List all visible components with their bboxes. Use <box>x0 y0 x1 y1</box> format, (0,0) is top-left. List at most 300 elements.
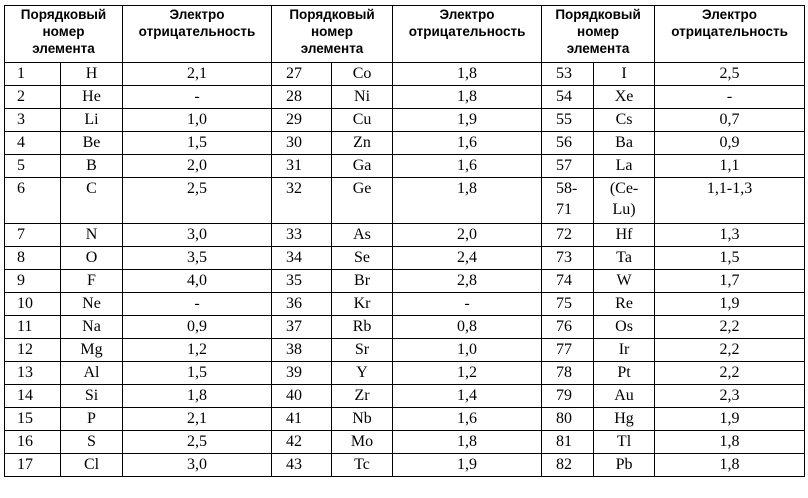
electronegativity-cell-text: 2,2 <box>719 364 740 381</box>
symbol-cell-text: Cu <box>352 111 372 128</box>
ordinal-cell-text: 42 <box>286 433 303 450</box>
electronegativity-cell-text: 2,1 <box>187 410 208 427</box>
ordinal-cell-text: 7 <box>17 226 25 243</box>
symbol-cell-text: Ge <box>352 180 372 197</box>
electronegativity-cell <box>655 109 805 132</box>
electronegativity-cell-text: 1,5 <box>187 364 208 381</box>
header-text: элемента <box>300 41 364 56</box>
ordinal-cell <box>5 178 61 224</box>
electronegativity-cell-text: 1,5 <box>719 249 740 266</box>
table-row <box>5 454 805 477</box>
symbol-cell <box>594 385 655 408</box>
symbol-cell-text: P <box>87 410 96 427</box>
electronegativity-cell <box>123 109 272 132</box>
table-row <box>5 86 805 109</box>
table-row <box>5 109 805 132</box>
electronegativity-cell <box>655 339 805 362</box>
symbol-cell-text: Ga <box>352 157 372 174</box>
ordinal-cell-text: 15 <box>17 410 33 427</box>
symbol-cell <box>332 247 393 270</box>
symbol-cell-text: Al <box>83 364 100 381</box>
electronegativity-cell <box>393 178 542 224</box>
ordinal-cell <box>5 362 61 385</box>
table-row <box>5 362 805 385</box>
electronegativity-cell <box>393 454 542 477</box>
electronegativity-cell <box>123 362 272 385</box>
ordinal-cell-text: 73 <box>556 249 573 266</box>
ordinal-cell <box>542 431 594 454</box>
electronegativity-cell-text: 1,2 <box>457 364 478 381</box>
symbol-cell <box>332 454 393 477</box>
electronegativity-cell-text: 1,5 <box>187 134 208 151</box>
ordinal-cell-text: 58- <box>556 180 578 197</box>
electronegativity-cell <box>393 339 542 362</box>
header-text: отрицательность <box>671 24 788 39</box>
symbol-cell-text: N <box>85 226 98 243</box>
symbol-cell-text: He <box>82 88 101 105</box>
ordinal-cell <box>272 109 332 132</box>
symbol-cell <box>332 431 393 454</box>
symbol-cell-text: Hf <box>615 226 633 243</box>
electronegativity-cell-text: 1,0 <box>457 341 478 358</box>
symbol-cell-text: O <box>85 249 98 266</box>
ordinal-cell-text: 57 <box>556 157 573 174</box>
ordinal-cell-text: 79 <box>556 387 573 404</box>
symbol-cell-text: Hg <box>614 410 634 427</box>
electronegativity-cell <box>655 224 805 247</box>
ordinal-cell <box>542 270 594 293</box>
symbol-cell-text: Sr <box>354 341 370 358</box>
electronegativity-cell-text: 2,5 <box>187 433 208 450</box>
electronegativity-cell <box>393 132 542 155</box>
ordinal-cell <box>5 385 61 408</box>
ordinal-cell <box>5 293 61 316</box>
ordinal-cell <box>272 270 332 293</box>
symbol-cell <box>332 63 393 86</box>
electronegativity-cell <box>123 247 272 270</box>
symbol-cell <box>594 431 655 454</box>
symbol-cell <box>61 385 123 408</box>
ordinal-cell <box>272 362 332 385</box>
symbol-cell-text: Ni <box>354 88 371 105</box>
electronegativity-cell <box>393 247 542 270</box>
symbol-cell <box>594 362 655 385</box>
symbol-cell-text: Mg <box>80 341 103 358</box>
symbol-cell-text: Ta <box>616 249 632 266</box>
electronegativity-cell-text: 1,9 <box>457 111 478 128</box>
symbol-cell-text: Se <box>354 249 371 266</box>
ordinal-cell-text: 4 <box>17 134 25 151</box>
ordinal-cell <box>272 178 332 224</box>
ordinal-cell <box>5 224 61 247</box>
ordinal-cell <box>542 362 594 385</box>
ordinal-cell <box>542 224 594 247</box>
electronegativity-cell-text: 1,9 <box>457 456 478 473</box>
symbol-cell-text: Kr <box>353 295 371 312</box>
electronegativity-cell-text: - <box>194 295 200 312</box>
ordinal-cell-text: 35 <box>286 272 303 289</box>
electronegativity-cell <box>655 385 805 408</box>
symbol-cell <box>594 86 655 109</box>
symbol-cell-text-line2: Lu) <box>612 201 636 218</box>
electronegativity-cell-text: 0,9 <box>719 134 740 151</box>
header-text: номер <box>311 24 353 39</box>
symbol-cell-text: (Ce- <box>609 180 639 197</box>
ordinal-cell-text: 5 <box>17 157 25 174</box>
electronegativity-cell <box>393 316 542 339</box>
table-body <box>5 63 805 477</box>
electronegativity-cell-text: 2,4 <box>457 249 478 266</box>
ordinal-cell <box>542 178 594 224</box>
electronegativity-cell <box>655 408 805 431</box>
en-header-3 <box>655 6 805 63</box>
ordinal-cell-text: 10 <box>17 295 33 312</box>
symbol-cell <box>61 270 123 293</box>
electronegativity-cell <box>393 293 542 316</box>
electronegativity-cell <box>655 431 805 454</box>
symbol-cell <box>594 270 655 293</box>
header-text: элемента <box>32 41 95 56</box>
ordinal-cell <box>5 270 61 293</box>
electronegativity-cell <box>123 224 272 247</box>
symbol-cell <box>61 431 123 454</box>
table-row <box>5 178 805 224</box>
electronegativity-cell-text: 2,0 <box>457 226 478 243</box>
symbol-cell <box>61 247 123 270</box>
symbol-cell <box>594 454 655 477</box>
electronegativity-cell <box>123 178 272 224</box>
electronegativity-cell <box>655 63 805 86</box>
symbol-cell-text: H <box>85 65 98 82</box>
ordinal-cell-text: 53 <box>556 65 573 82</box>
ordinal-cell <box>542 247 594 270</box>
electronegativity-cell-text: 1,8 <box>719 456 740 473</box>
ordinal-cell-text: 39 <box>286 364 303 381</box>
symbol-cell-text: Ba <box>615 134 633 151</box>
ordinal-cell-text: 12 <box>17 341 33 358</box>
electronegativity-cell-text: - <box>194 88 200 105</box>
symbol-cell-text: S <box>87 433 96 450</box>
ordinal-cell <box>5 454 61 477</box>
ordinal-cell-text: 34 <box>286 249 303 266</box>
electronegativity-cell-text: 2,5 <box>719 65 740 82</box>
ordinal-cell-text: 74 <box>556 272 573 289</box>
symbol-cell <box>332 408 393 431</box>
table-row <box>5 431 805 454</box>
ordinal-cell-text: 56 <box>556 134 573 151</box>
ordinal-cell-text: 43 <box>286 456 303 473</box>
symbol-cell-text: Tl <box>616 433 632 450</box>
symbol-cell <box>61 362 123 385</box>
table-row <box>5 408 805 431</box>
electronegativity-cell <box>393 155 542 178</box>
header-text: Порядковый <box>20 7 107 22</box>
electronegativity-cell <box>655 270 805 293</box>
symbol-cell <box>594 178 655 224</box>
electronegativity-cell <box>655 155 805 178</box>
ordinal-cell-text-line2: 71 <box>556 201 573 218</box>
ordinal-cell-text: 33 <box>286 226 303 243</box>
electronegativity-cell <box>123 454 272 477</box>
electronegativity-cell <box>393 431 542 454</box>
symbol-cell-text: Li <box>84 111 99 128</box>
electronegativity-cell-text: 1,0 <box>187 111 208 128</box>
symbol-cell <box>332 109 393 132</box>
symbol-cell <box>61 86 123 109</box>
symbol-cell-text: Si <box>84 387 99 404</box>
ordinal-cell <box>5 408 61 431</box>
symbol-cell <box>332 86 393 109</box>
electronegativity-cell-text: 2,5 <box>187 180 208 197</box>
electronegativity-cell-text: 1,8 <box>457 433 478 450</box>
electronegativity-cell-text: 3,0 <box>187 456 208 473</box>
electronegativity-cell <box>393 385 542 408</box>
electronegativity-cell <box>393 224 542 247</box>
symbol-cell <box>61 178 123 224</box>
symbol-cell-text: Cs <box>615 111 633 128</box>
electronegativity-cell-text: - <box>464 295 470 312</box>
ordinal-cell-text: 30 <box>286 134 303 151</box>
ordinal-cell <box>272 155 332 178</box>
table-row <box>5 63 805 86</box>
symbol-cell <box>594 224 655 247</box>
ordinal-cell-text: 38 <box>286 341 303 358</box>
electronegativity-cell-text: 1,8 <box>457 88 478 105</box>
electronegativity-cell <box>655 362 805 385</box>
electronegativity-cell-text: 2,2 <box>719 341 740 358</box>
ordinal-cell-text: 82 <box>556 456 573 473</box>
ordinal-cell <box>5 316 61 339</box>
symbol-cell-text: Br <box>354 272 371 289</box>
ordinal-cell-text: 80 <box>556 410 573 427</box>
ordinal-cell-text: 78 <box>556 364 573 381</box>
symbol-cell <box>332 339 393 362</box>
ordinal-cell-text: 81 <box>556 433 573 450</box>
header-text: отрицательность <box>138 24 256 39</box>
electronegativity-cell-text: 2,8 <box>457 272 478 289</box>
symbol-cell <box>61 293 123 316</box>
ordinal-cell <box>542 109 594 132</box>
electronegativity-cell-text: 1,9 <box>719 410 740 427</box>
symbol-cell-text: I <box>621 65 627 82</box>
electronegativity-cell-text: 1,6 <box>457 134 478 151</box>
ordinal-cell <box>272 293 332 316</box>
symbol-cell-text: Rb <box>352 318 372 335</box>
ordinal-cell-text: 17 <box>17 456 33 473</box>
symbol-cell <box>332 385 393 408</box>
ordinal-cell <box>272 454 332 477</box>
header-text: Электро <box>439 7 495 22</box>
ordinal-cell <box>5 155 61 178</box>
symbol-cell <box>61 155 123 178</box>
ordinal-cell-text: 76 <box>556 318 573 335</box>
electronegativity-cell <box>123 86 272 109</box>
ordinal-cell-text: 32 <box>286 180 303 197</box>
table-row <box>5 293 805 316</box>
ordinal-cell <box>5 247 61 270</box>
symbol-cell <box>332 224 393 247</box>
symbol-cell-text: Y <box>356 364 368 381</box>
symbol-cell-text: La <box>615 157 633 174</box>
ordinal-cell <box>272 247 332 270</box>
ordinal-cell-text: 13 <box>17 364 33 381</box>
ordinal-cell <box>542 385 594 408</box>
ordinal-cell-text: 72 <box>556 226 573 243</box>
ordinal-header-1 <box>5 6 123 63</box>
electronegativity-cell <box>123 408 272 431</box>
symbol-cell-text: C <box>86 180 97 197</box>
ordinal-cell-text: 77 <box>556 341 573 358</box>
ordinal-cell <box>5 431 61 454</box>
ordinal-cell-text: 75 <box>556 295 573 312</box>
electronegativity-cell-text: 1,8 <box>457 65 478 82</box>
symbol-cell-text: Tc <box>354 456 370 473</box>
symbol-cell-text: Be <box>82 134 101 151</box>
electronegativity-cell <box>393 408 542 431</box>
ordinal-cell <box>272 224 332 247</box>
symbol-cell-text: Zn <box>353 134 371 151</box>
symbol-cell <box>594 109 655 132</box>
electronegativity-table <box>4 5 805 477</box>
ordinal-cell <box>272 63 332 86</box>
symbol-cell-text: Re <box>615 295 633 312</box>
electronegativity-cell <box>655 178 805 224</box>
ordinal-cell <box>542 408 594 431</box>
symbol-cell <box>61 408 123 431</box>
ordinal-cell-text: 9 <box>17 272 25 289</box>
ordinal-cell <box>5 86 61 109</box>
header-text: Электро <box>702 7 758 22</box>
symbol-cell-text: Na <box>82 318 101 335</box>
symbol-cell <box>61 454 123 477</box>
electronegativity-cell <box>123 63 272 86</box>
symbol-cell-text: Cl <box>83 456 100 473</box>
symbol-cell-text: B <box>86 157 97 174</box>
symbol-cell-text: Nb <box>352 410 372 427</box>
ordinal-header-3 <box>542 6 655 63</box>
electronegativity-cell <box>123 316 272 339</box>
electronegativity-cell <box>655 247 805 270</box>
table-row <box>5 270 805 293</box>
symbol-cell <box>594 155 655 178</box>
ordinal-cell-text: 8 <box>17 249 25 266</box>
header-text: Порядковый <box>289 7 375 22</box>
electronegativity-cell <box>655 293 805 316</box>
symbol-cell <box>332 178 393 224</box>
en-header-2 <box>393 6 542 63</box>
electronegativity-cell <box>393 270 542 293</box>
electronegativity-cell <box>123 293 272 316</box>
symbol-cell <box>61 63 123 86</box>
electronegativity-cell-text: 3,0 <box>187 226 208 243</box>
symbol-cell-text: Xe <box>614 88 634 105</box>
electronegativity-cell-text: 1,8 <box>719 433 740 450</box>
electronegativity-cell <box>655 316 805 339</box>
symbol-cell-text: Pt <box>617 364 631 381</box>
ordinal-cell <box>542 339 594 362</box>
ordinal-cell-text: 1 <box>17 65 25 82</box>
ordinal-cell <box>272 431 332 454</box>
symbol-cell <box>61 109 123 132</box>
electronegativity-cell-text: 1,9 <box>719 295 740 312</box>
symbol-cell-text: As <box>353 226 371 243</box>
ordinal-cell-text: 40 <box>286 387 303 404</box>
electronegativity-cell-text: 0,8 <box>457 318 478 335</box>
symbol-cell-text: Ne <box>82 295 101 312</box>
ordinal-cell-text: 31 <box>286 157 303 174</box>
symbol-cell-text: Zr <box>354 387 370 404</box>
ordinal-cell-text: 11 <box>17 318 33 335</box>
electronegativity-cell-text: 1,8 <box>187 387 208 404</box>
symbol-cell <box>594 316 655 339</box>
ordinal-cell-text: 55 <box>556 111 573 128</box>
electronegativity-cell-text: 1,4 <box>457 387 478 404</box>
ordinal-cell-text: 16 <box>17 433 33 450</box>
table-header <box>5 6 805 63</box>
ordinal-cell <box>542 293 594 316</box>
electronegativity-cell <box>123 155 272 178</box>
electronegativity-cell <box>123 431 272 454</box>
electronegativity-cell <box>393 86 542 109</box>
electronegativity-cell <box>393 63 542 86</box>
ordinal-cell <box>5 132 61 155</box>
electronegativity-cell-text: 1,7 <box>719 272 740 289</box>
electronegativity-cell <box>123 385 272 408</box>
electronegativity-cell-text: 2,3 <box>719 387 740 404</box>
ordinal-cell-text: 6 <box>17 180 25 197</box>
symbol-cell <box>594 339 655 362</box>
symbol-cell-text: Pb <box>615 456 633 473</box>
ordinal-cell <box>272 385 332 408</box>
electronegativity-cell-text: - <box>726 88 733 105</box>
ordinal-cell-text: 3 <box>17 111 25 128</box>
ordinal-cell <box>542 316 594 339</box>
ordinal-cell-text: 29 <box>286 111 303 128</box>
electronegativity-cell-text: 1,6 <box>457 157 478 174</box>
symbol-cell <box>594 293 655 316</box>
electronegativity-cell-text: 1,2 <box>187 341 208 358</box>
electronegativity-cell-text: 1,1 <box>719 157 740 174</box>
symbol-cell <box>332 132 393 155</box>
electronegativity-cell-text: 1,1-1,3 <box>706 180 753 197</box>
symbol-cell <box>332 362 393 385</box>
ordinal-cell-text: 14 <box>17 387 33 404</box>
ordinal-cell <box>542 132 594 155</box>
electronegativity-cell <box>393 362 542 385</box>
symbol-cell-text: Au <box>614 387 634 404</box>
symbol-cell <box>594 132 655 155</box>
symbol-cell <box>594 63 655 86</box>
symbol-cell <box>332 316 393 339</box>
header-text: отрицательность <box>408 24 526 39</box>
table-row <box>5 155 805 178</box>
ordinal-cell <box>272 316 332 339</box>
electronegativity-cell <box>393 109 542 132</box>
header-row <box>5 6 805 63</box>
symbol-cell <box>332 270 393 293</box>
symbol-cell-text: Co <box>352 65 372 82</box>
ordinal-cell <box>5 63 61 86</box>
symbol-cell <box>61 224 123 247</box>
symbol-cell <box>61 132 123 155</box>
ordinal-cell <box>5 109 61 132</box>
table-row <box>5 247 805 270</box>
ordinal-cell <box>272 132 332 155</box>
ordinal-cell-text: 36 <box>286 295 303 312</box>
electronegativity-cell-text: 4,0 <box>187 272 208 289</box>
symbol-cell-text: F <box>87 272 96 289</box>
ordinal-cell <box>542 63 594 86</box>
